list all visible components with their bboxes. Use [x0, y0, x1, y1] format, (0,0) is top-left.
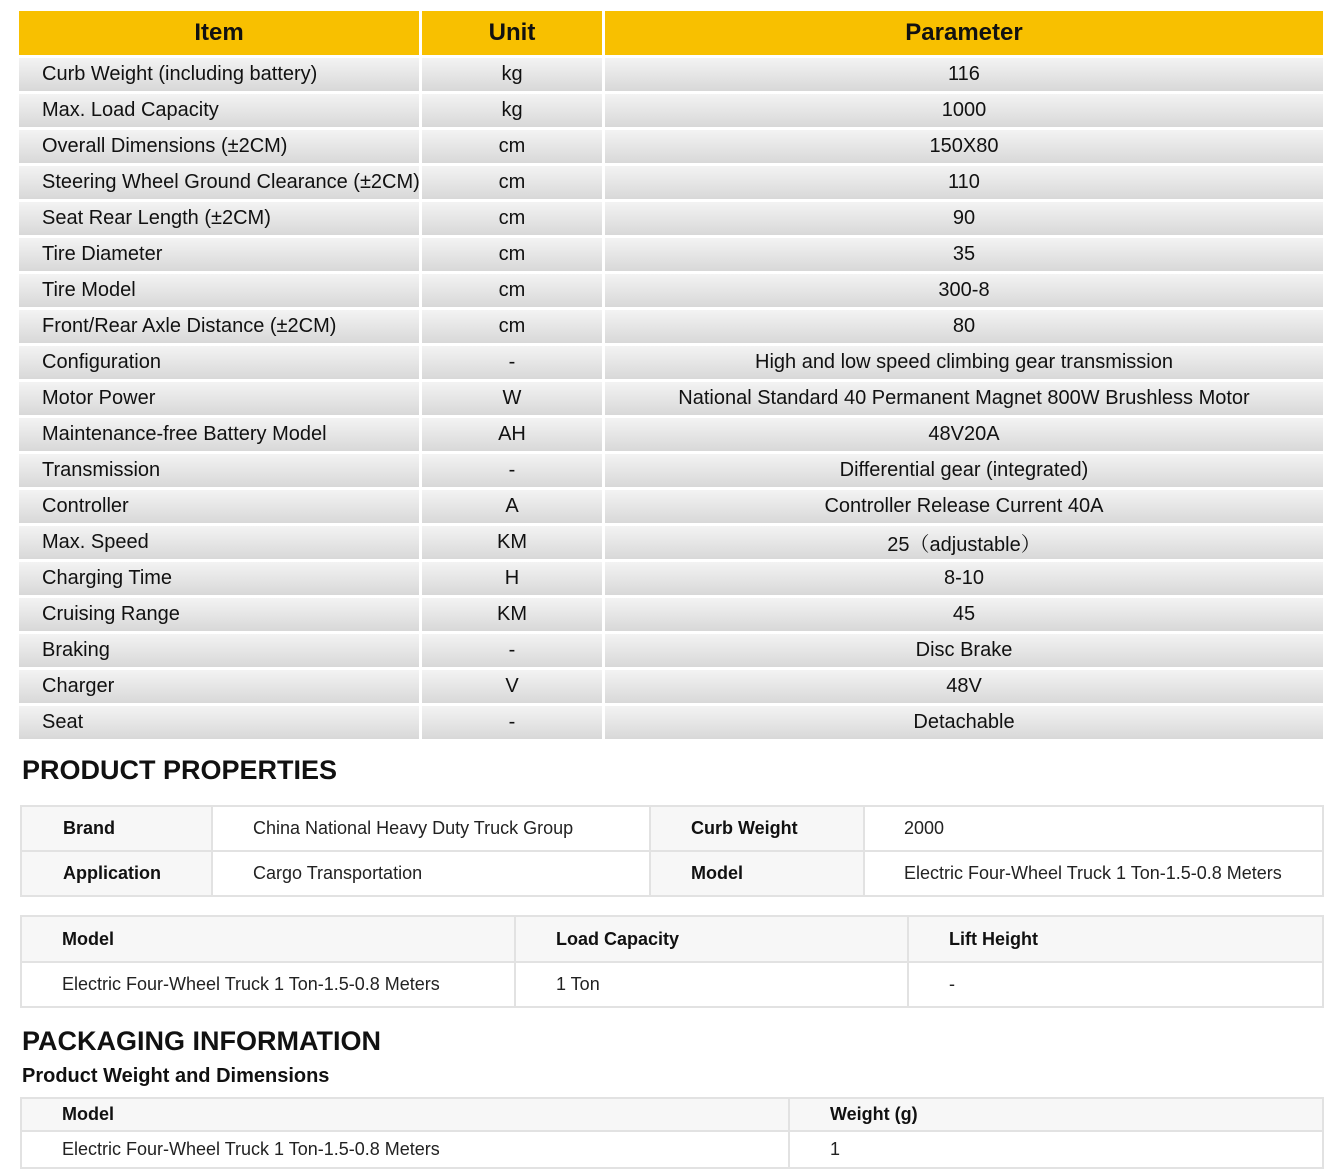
spec-row [19, 55, 1323, 91]
model-cell-load-capacity: 1 Ton [515, 962, 908, 1007]
product-properties-table [20, 805, 1324, 897]
spec-row [19, 451, 1323, 487]
spec-item: Braking [19, 631, 422, 667]
model-cell-lift-height: - [908, 962, 1323, 1007]
spec-row [19, 631, 1323, 667]
spec-parameter: 25（adjustable） [605, 523, 1323, 559]
spec-unit: - [422, 343, 605, 379]
spec-item: Seat Rear Length (±2CM) [19, 199, 422, 235]
model-table [20, 915, 1324, 1008]
spec-item: Front/Rear Axle Distance (±2CM) [19, 307, 422, 343]
spec-row [19, 523, 1323, 559]
spec-item: Cruising Range [19, 595, 422, 631]
spec-parameter: 110 [605, 163, 1323, 199]
spec-unit: cm [422, 235, 605, 271]
spec-unit: cm [422, 163, 605, 199]
property-value-brand: China National Heavy Duty Truck Group [212, 806, 650, 851]
packaging-header-row [21, 1098, 1323, 1131]
spec-row [19, 667, 1323, 703]
model-header-model: Model [21, 916, 515, 962]
properties-row [21, 851, 1323, 896]
spec-header-unit: Unit [422, 11, 605, 55]
spec-parameter: High and low speed climbing gear transmission [605, 343, 1323, 379]
spec-parameter: 8-10 [605, 559, 1323, 595]
property-value-application: Cargo Transportation [212, 851, 650, 896]
spec-row [19, 127, 1323, 163]
spec-unit: cm [422, 127, 605, 163]
spec-row [19, 163, 1323, 199]
spec-item: Curb Weight (including battery) [19, 55, 422, 91]
property-value-curb-weight: 2000 [864, 806, 1323, 851]
spec-parameter: Disc Brake [605, 631, 1323, 667]
spec-parameter: National Standard 40 Permanent Magnet 800W Brushless Motor [605, 379, 1323, 415]
spec-item: Tire Diameter [19, 235, 422, 271]
spec-header-parameter: Parameter [605, 11, 1323, 55]
spec-row [19, 343, 1323, 379]
packaging-heading: PACKAGING INFORMATION [22, 1026, 381, 1056]
spec-item: Charging Time [19, 559, 422, 595]
spec-unit: V [422, 667, 605, 703]
spec-parameter: 300-8 [605, 271, 1323, 307]
spec-item: Steering Wheel Ground Clearance (±2CM) [19, 163, 422, 199]
spec-parameter: 150X80 [605, 127, 1323, 163]
spec-unit: - [422, 631, 605, 667]
spec-item: Controller [19, 487, 422, 523]
packaging-header-model: Model [21, 1098, 789, 1131]
spec-item: Motor Power [19, 379, 422, 415]
spec-row [19, 271, 1323, 307]
packaging-cell-weight: 1 [789, 1131, 1323, 1168]
product-properties-heading: PRODUCT PROPERTIES [22, 755, 338, 785]
spec-table-container [19, 11, 1323, 739]
spec-unit: cm [422, 271, 605, 307]
spec-parameter: Controller Release Current 40A [605, 487, 1323, 523]
property-label-curb-weight: Curb Weight [650, 806, 864, 851]
spec-row [19, 595, 1323, 631]
spec-item: Transmission [19, 451, 422, 487]
spec-row [19, 379, 1323, 415]
spec-unit: cm [422, 199, 605, 235]
packaging-header-weight: Weight (g) [789, 1098, 1323, 1131]
spec-item: Tire Model [19, 271, 422, 307]
spec-unit: cm [422, 307, 605, 343]
spec-parameter: 48V [605, 667, 1323, 703]
model-header-row [21, 916, 1323, 962]
spec-parameter: 35 [605, 235, 1323, 271]
spec-parameter: Detachable [605, 703, 1323, 739]
spec-parameter: 48V20A [605, 415, 1323, 451]
spec-unit: KM [422, 595, 605, 631]
spec-row [19, 487, 1323, 523]
spec-row [19, 559, 1323, 595]
spec-item: Max. Load Capacity [19, 91, 422, 127]
spec-unit: H [422, 559, 605, 595]
packaging-row [21, 1131, 1323, 1168]
spec-parameter: 1000 [605, 91, 1323, 127]
spec-unit: A [422, 487, 605, 523]
spec-row [19, 199, 1323, 235]
spec-item: Seat [19, 703, 422, 739]
spec-item: Overall Dimensions (±2CM) [19, 127, 422, 163]
spec-parameter: Differential gear (integrated) [605, 451, 1323, 487]
packaging-table [20, 1097, 1324, 1169]
spec-parameter: 90 [605, 199, 1323, 235]
spec-unit: kg [422, 91, 605, 127]
spec-item: Charger [19, 667, 422, 703]
spec-row [19, 703, 1323, 739]
property-label-application: Application [21, 851, 212, 896]
spec-table [19, 11, 1323, 739]
spec-header-item: Item [19, 11, 422, 55]
spec-unit: kg [422, 55, 605, 91]
property-label-model: Model [650, 851, 864, 896]
spec-row [19, 307, 1323, 343]
spec-row [19, 415, 1323, 451]
spec-header-row [19, 11, 1323, 55]
spec-parameter: 116 [605, 55, 1323, 91]
model-header-lift-height: Lift Height [908, 916, 1323, 962]
property-label-brand: Brand [21, 806, 212, 851]
spec-row [19, 91, 1323, 127]
spec-item: Maintenance-free Battery Model [19, 415, 422, 451]
spec-parameter: 45 [605, 595, 1323, 631]
spec-unit: - [422, 451, 605, 487]
spec-item: Configuration [19, 343, 422, 379]
packaging-cell-model: Electric Four-Wheel Truck 1 Ton-1.5-0.8 Meters [21, 1131, 789, 1168]
packaging-subheading: Product Weight and Dimensions [22, 1065, 330, 1087]
spec-row [19, 235, 1323, 271]
model-row [21, 962, 1323, 1007]
property-value-model: Electric Four-Wheel Truck 1 Ton-1.5-0.8 Meters [864, 851, 1323, 896]
spec-unit: - [422, 703, 605, 739]
model-header-load-capacity: Load Capacity [515, 916, 908, 962]
spec-parameter: 80 [605, 307, 1323, 343]
spec-unit: KM [422, 523, 605, 559]
model-cell-model: Electric Four-Wheel Truck 1 Ton-1.5-0.8 Meters [21, 962, 515, 1007]
spec-unit: W [422, 379, 605, 415]
spec-unit: AH [422, 415, 605, 451]
properties-row [21, 806, 1323, 851]
spec-item: Max. Speed [19, 523, 422, 559]
